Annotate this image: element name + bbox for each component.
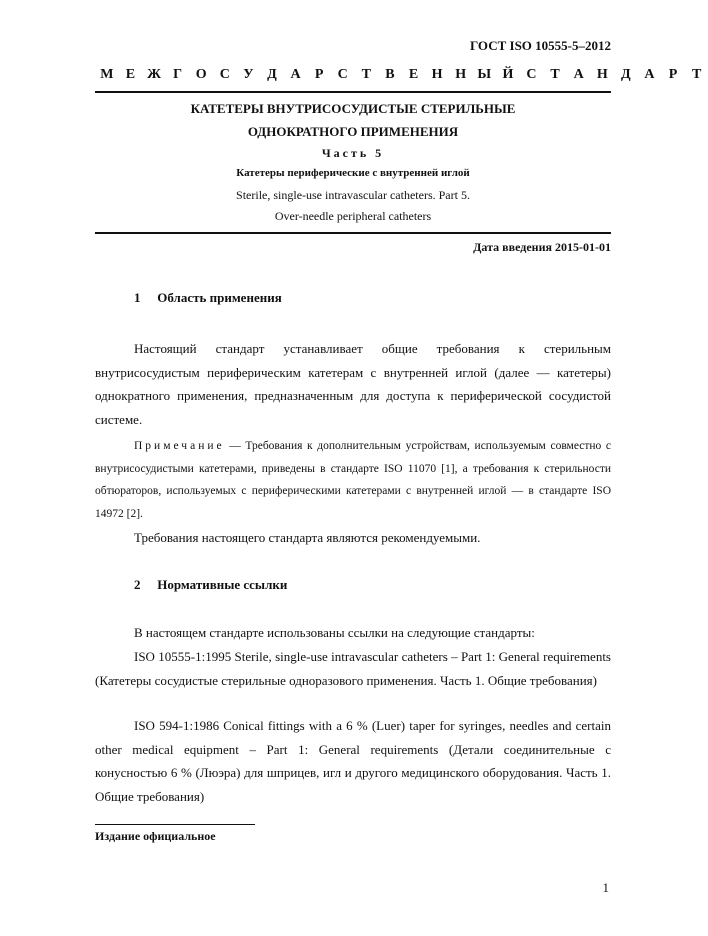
note-label: Примечание <box>134 440 225 452</box>
document-code: ГОСТ ISO 10555-5–2012 <box>469 38 611 53</box>
heading-letter: Н <box>596 67 608 82</box>
section-title: Нормативные ссылки <box>157 577 288 592</box>
heading-letter: Р <box>314 67 324 82</box>
subtitle-english-2: Over-needle peripheral catheters <box>274 209 432 223</box>
heading-letter: Т <box>361 67 371 82</box>
heading-letter: А <box>573 67 584 82</box>
title-line-1: КАТЕТЕРЫ ВНУТРИСОСУДИСТЫЕ СТЕРИЛЬНЫЕ <box>190 101 516 116</box>
section-number: 1 <box>134 290 141 305</box>
heading-letter: Е <box>408 67 419 82</box>
recommendation-text: Требования настоящего стандарта являются рекомендуемыми. <box>134 530 481 545</box>
heading-letter: У <box>243 67 254 82</box>
section-1-heading <box>134 290 282 306</box>
reference-text: ISO 10555-1:1995 Sterile, single-use intravascular catheters – Part 1: General requirements (Катетеры сосудистые стерильные одноразового применения. Часть 1. Общие требования) <box>95 649 611 688</box>
heading-letter: Н <box>431 67 443 82</box>
heading-letter: С <box>337 67 348 82</box>
heading-letter: Н <box>455 67 467 82</box>
subtitle-english-1: Sterile, single-use intravascular catheters. Part 5. <box>236 188 470 202</box>
reference-1 <box>95 645 611 692</box>
part-label: Часть 5 <box>321 146 385 160</box>
middle-rule <box>95 232 611 234</box>
reference-2 <box>95 714 611 808</box>
references-intro: В настоящем стандарте использованы ссылки на следующие стандарты: <box>134 625 535 640</box>
heading-letter: Ж <box>147 67 161 82</box>
title-line-2: ОДНОКРАТНОГО ПРИМЕНЕНИЯ <box>247 124 459 139</box>
heading-letter: Г <box>173 67 183 82</box>
heading-letter: Т <box>691 67 702 82</box>
heading-letter: Й <box>502 67 514 82</box>
heading-letter: Е <box>125 67 136 82</box>
section-number: 2 <box>134 577 141 592</box>
edition-label: Издание официальное <box>95 829 216 843</box>
top-rule <box>95 91 611 93</box>
heading-letter: В <box>385 67 395 82</box>
heading-letter: С <box>526 67 537 82</box>
heading-letter: А <box>644 67 655 82</box>
heading-letter: Д <box>267 67 277 82</box>
note-text: — Требования к дополнительным устройствам, используемым совместно с внутрисосудистыми катетерами, приведены в стандарте ISO 11070 [1], а требования к стерильности обтюраторов, используемых с периферическими катетерами с внутренней иглой — в стандарте ISO 14972 [2]. <box>95 440 611 520</box>
section-2-heading <box>134 577 287 593</box>
page-number: 1 <box>602 880 609 895</box>
standard-word <box>520 67 708 83</box>
heading-letter: Т <box>550 67 560 82</box>
interstate-standard-heading <box>95 67 702 83</box>
subtitle-russian: Катетеры периферические с внутренней иглой <box>236 167 470 179</box>
interstate-word <box>95 67 520 83</box>
reference-text: ISO 594-1:1986 Conical fittings with a 6 % (Luer) taper for syringes, needles and certain other medical equipment – Part 1: General requirements (Детали соединительные с конусностью 6 % (Люэра) для шприцев, игл и другого медицинского оборудования. Часть 1. Общие требования) <box>95 718 611 804</box>
heading-letter: М <box>100 67 114 82</box>
heading-letter: Р <box>668 67 678 82</box>
heading-letter: Д <box>621 67 631 82</box>
heading-letter: А <box>290 67 301 82</box>
note-paragraph <box>95 435 611 525</box>
scope-text: Настоящий стандарт устанавливает общие требования к стерильным внутрисосудистым периферическим катетерам с внутренней иглой (далее — катетеры) однократного применения, предназначенным для доступа к периферической сосудистой системе. <box>95 341 611 427</box>
heading-letter: Ы <box>477 67 492 82</box>
section-title: Область применения <box>157 290 282 305</box>
heading-letter: С <box>219 67 230 82</box>
footer-rule <box>95 824 255 825</box>
introduction-date: Дата введения 2015-01-01 <box>473 240 611 254</box>
heading-letter: О <box>195 67 207 82</box>
scope-paragraph <box>95 337 611 431</box>
